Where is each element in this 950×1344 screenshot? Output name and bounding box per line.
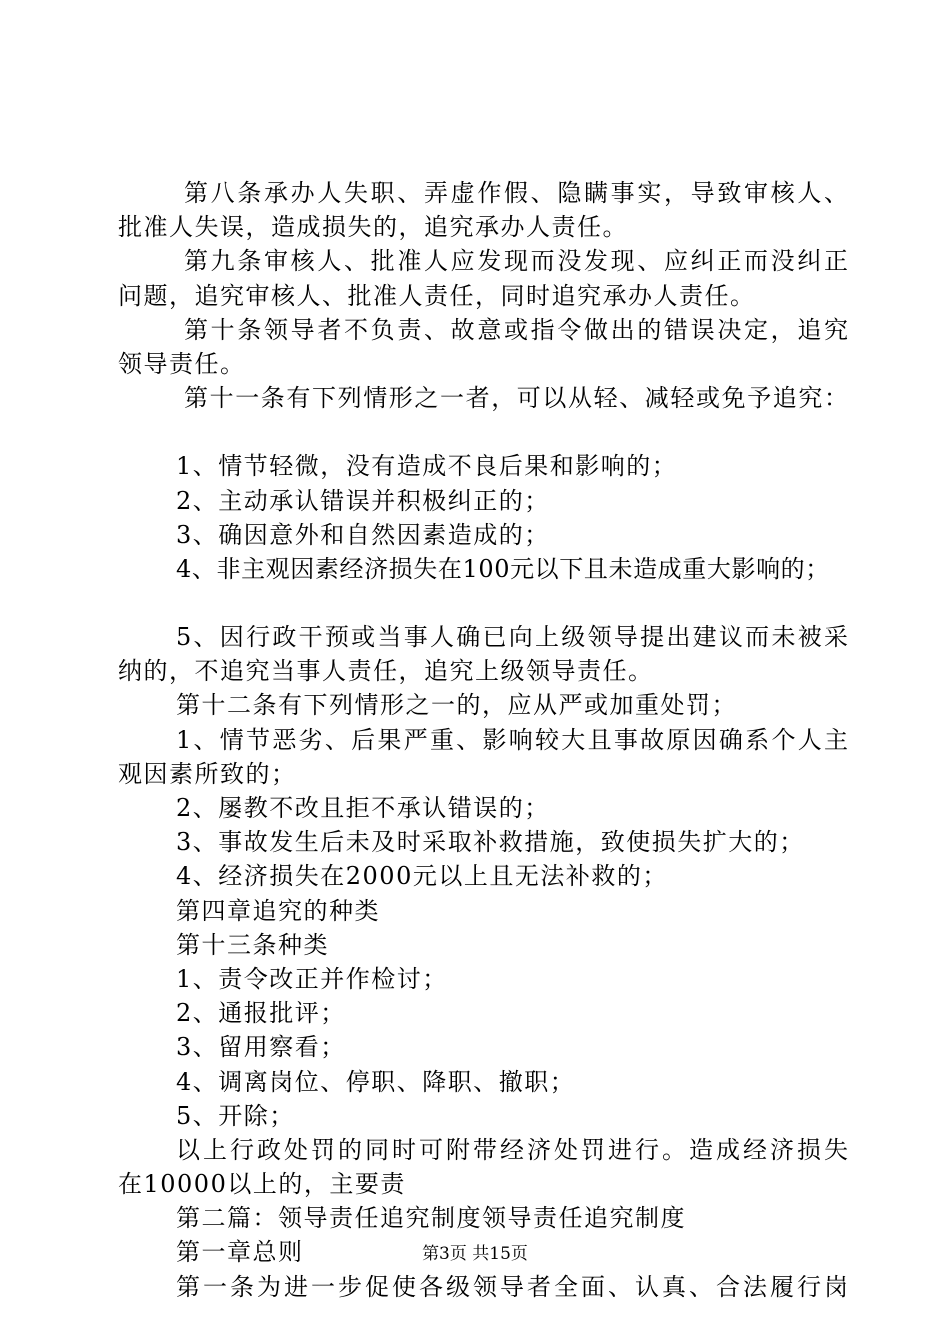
paragraph-line: 领导责任。 bbox=[118, 349, 246, 378]
paragraph-line: 第八条承办人失职、弄虚作假、隐瞒事实，导致审核人、 bbox=[184, 179, 848, 207]
paragraph-line: 第十条领导者不负责、故意或指令做出的错误决定，追究 bbox=[184, 315, 848, 344]
paragraph-line: 以上行政处罚的同时可附带经济处罚进行。造成经济损失 bbox=[176, 1135, 848, 1164]
list-item: 5、因行政干预或当事人确已向上级领导提出建议而未被采 bbox=[176, 623, 848, 652]
list-item: 4、经济损失在2000元以上且无法补救的； bbox=[176, 862, 668, 891]
paragraph-line: 在10000以上的，主要责 bbox=[118, 1170, 406, 1199]
list-item: 2、通报批评； bbox=[176, 999, 346, 1028]
document-body bbox=[118, 176, 848, 1304]
paragraph-line: 纳的，不追究当事人责任，追究上级领导责任。 bbox=[118, 657, 654, 686]
list-item: 5、开除； bbox=[176, 1101, 295, 1130]
blank-line bbox=[118, 415, 848, 449]
list-item: 1、情节恶劣、后果严重、影响较大且事故原因确系个人主 bbox=[176, 725, 848, 754]
list-item: 2、屡教不改且拒不承认错误的； bbox=[176, 794, 550, 822]
chapter-heading: 第四章追究的种类 bbox=[176, 896, 380, 925]
paragraph-line: 第十一条有下列情形之一者，可以从轻、减轻或免予追究： bbox=[184, 384, 848, 413]
list-item: 4、调离岗位、停职、降职、撤职； bbox=[176, 1067, 576, 1096]
section-heading: 第二篇：领导责任追究制度领导责任追究制度 bbox=[176, 1204, 686, 1233]
page-footer: 第3页 共15页 bbox=[422, 1244, 528, 1264]
article-heading: 第十三条种类 bbox=[176, 930, 329, 959]
list-item: 4、非主观因素经济损失在100元以下且未造成重大影响的； bbox=[176, 554, 830, 583]
blank-line bbox=[118, 586, 848, 620]
paragraph-line: 批准人失误，造成损失的，追究承办人责任。 bbox=[118, 213, 628, 242]
paragraph-line: 第九条审核人、批准人应发现而没发现、应纠正而没纠正 bbox=[184, 247, 848, 276]
list-item: 1、责令改正并作检讨； bbox=[176, 964, 448, 993]
chapter-heading: 第一章总则 bbox=[176, 1238, 304, 1267]
paragraph-line: 第十二条有下列情形之一的，应从严或加重处罚； bbox=[176, 691, 737, 720]
list-item: 3、留用察看； bbox=[176, 1033, 346, 1062]
paragraph-line: 第一条为进一步促使各级领导者全面、认真、合法履行岗 bbox=[176, 1272, 848, 1301]
paragraph-line: 观因素所致的； bbox=[118, 759, 297, 788]
list-item: 3、事故发生后未及时采取补救措施，致使损失扩大的； bbox=[176, 828, 805, 857]
list-item: 2、主动承认错误并积极纠正的； bbox=[176, 486, 550, 515]
list-item: 3、确因意外和自然因素造成的； bbox=[176, 520, 550, 549]
list-item: 1、情节轻微，没有造成不良后果和影响的； bbox=[176, 452, 678, 481]
paragraph-line: 问题，追究审核人、批准人责任，同时追究承办人责任。 bbox=[118, 281, 756, 310]
